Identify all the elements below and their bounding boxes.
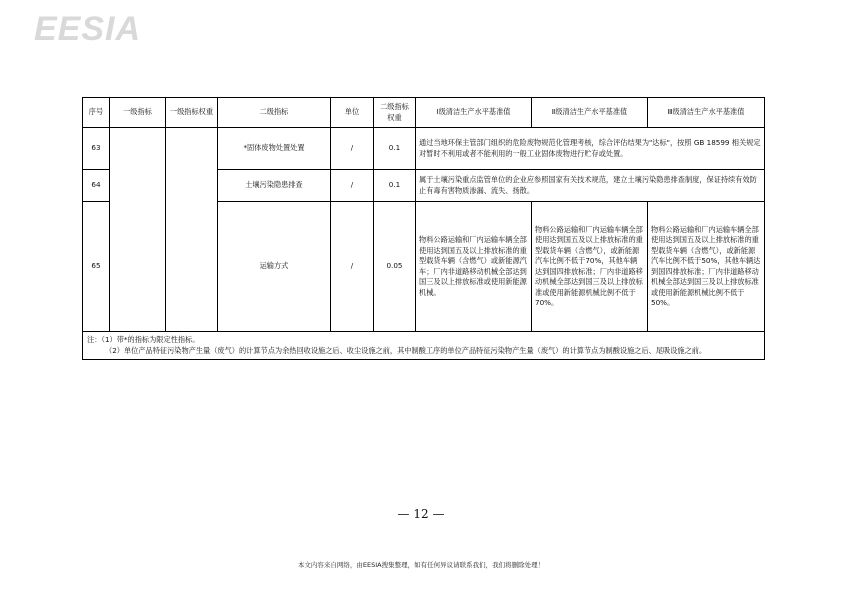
header-cell: Ⅲ级清洁生产水平基准值	[648, 98, 765, 128]
level2-weight: 0.1	[374, 170, 416, 202]
table-header-row	[83, 98, 765, 128]
note-line-2: （2）单位产品特征污染物产生量（废气）的计算节点为余热回收设施之后、收尘设施之前，其中制酸工序的单位产品特征污染物产生量（废气）的计算节点为制酸设施之后、尾吸设施之前。	[105, 345, 707, 355]
header-cell: 二级指标权重	[374, 98, 416, 128]
benchmark-merged: 属于土壤污染重点监管单位的企业应参照国家有关技术规范，建立土壤污染隐患排查制度，保证持续有效防止有毒有害物质渗漏、流失、扬散。	[416, 170, 765, 202]
table-note-row	[83, 332, 765, 360]
table-row	[83, 128, 765, 170]
level2-weight: 0.1	[374, 128, 416, 170]
header-cell: 单位	[331, 98, 374, 128]
level1-indicator-cell	[110, 128, 166, 332]
header-cell: 二级指标	[218, 98, 331, 128]
level2-indicator: *固体废物处置处置	[218, 128, 331, 170]
table-note	[83, 332, 765, 360]
row-number: 63	[83, 128, 110, 170]
header-cell: 序号	[83, 98, 110, 128]
row-number: 65	[83, 202, 110, 332]
row-number: 64	[83, 170, 110, 202]
level2-weight: 0.05	[374, 202, 416, 332]
indicator-table	[82, 97, 765, 360]
level2-indicator: 运输方式	[218, 202, 331, 332]
header-cell: 一级指标权重	[166, 98, 218, 128]
level1-weight-cell	[166, 128, 218, 332]
unit: /	[331, 128, 374, 170]
unit: /	[331, 170, 374, 202]
benchmark-level3: 物料公路运输和厂内运输车辆全部使用达到国五及以上排放标准的重型载货车辆（含燃气），或新能源汽车比例不低于50%，其他车辆达到国四排放标准；厂内非道路移动机械全部达到国三及以上排放标准或使用新能源机械比例不低于50%。	[648, 202, 765, 332]
header-cell: 一级指标	[110, 98, 166, 128]
eesia-logo: EESIA	[34, 10, 142, 48]
level2-indicator: 土壤污染隐患排查	[218, 170, 331, 202]
header-cell: Ⅰ级清洁生产水平基准值	[416, 98, 532, 128]
benchmark-level2: 物料公路运输和厂内运输车辆全部使用达到国五及以上排放标准的重型载货车辆（含燃气），或新能源汽车比例不低于70%，其他车辆达到国四排放标准；厂内非道路移动机械全部达到国三及以上排放标准或使用新能源机械比例不低于70%。	[532, 202, 648, 332]
benchmark-level1: 物料公路运输和厂内运输车辆全部使用达到国五及以上排放标准的重型载货车辆（含燃气）或新能源汽车；厂内非道路移动机械全部达到国三及以上排放标准或使用新能源机械。	[416, 202, 532, 332]
header-cell: Ⅱ级清洁生产水平基准值	[532, 98, 648, 128]
note-line-1: 注：（1）带*的指标为限定性指标。	[87, 335, 200, 344]
footer-disclaimer: 本文内容来自网络，由EESIA搜集整理，如有任何异议请联系我们，我们将删除处理！	[297, 561, 545, 569]
page-number: — 12 —	[397, 507, 445, 521]
unit: /	[331, 202, 374, 332]
benchmark-merged: 通过当地环保主管部门组织的危险废物规范化管理考核，综合评估结果为"达标"，按照 GB 18599 相关规定对暂时不利用或者不能利用的一般工业固体废物进行贮存或处置。	[416, 128, 765, 170]
